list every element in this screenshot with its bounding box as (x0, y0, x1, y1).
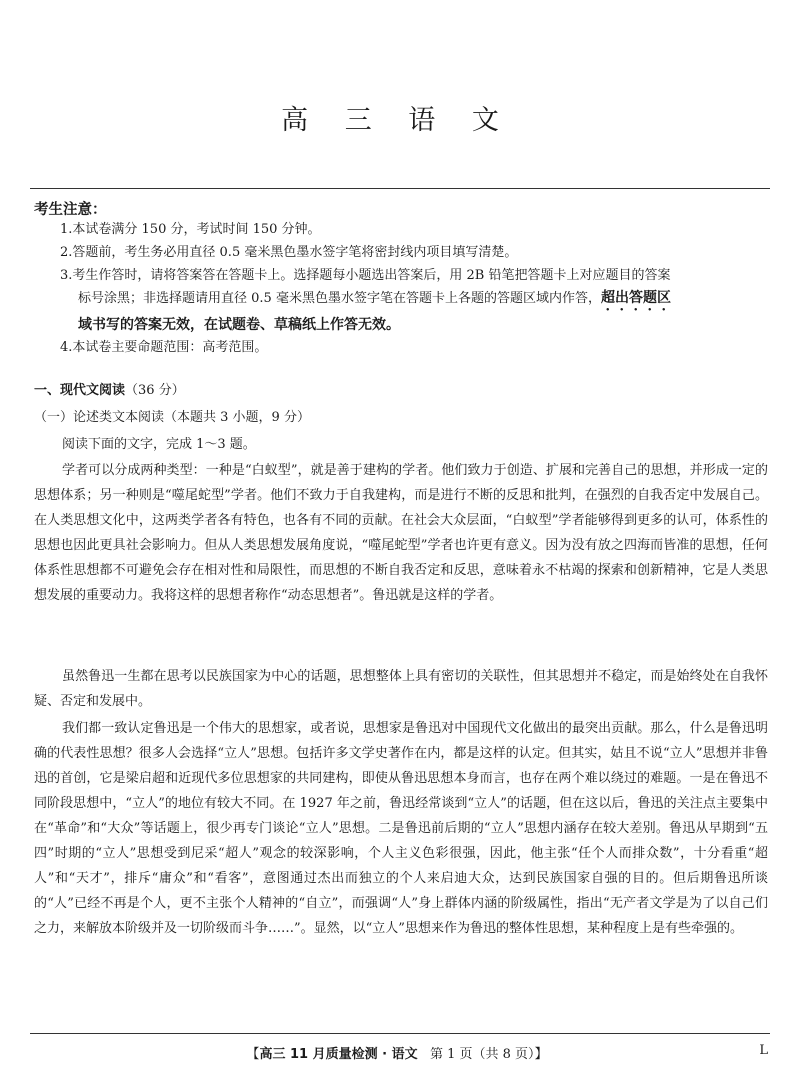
notice-item-1: 1.本试卷满分 150 分，考试时间 150 分钟。 (60, 222, 321, 237)
passage-paragraph-1: 学者可以分成两种类型：一种是“白蚁型”，就是善于建构的学者。他们致力于创造、扩展和完善自己的思想，并形成一定的思想体系；另一种则是“噬尾蛇型”学者。他们不致力于自我建构，而是进行不断的反思和批判，在强烈的自我否定中发展自己。在人类思想文化中，这两类学者各有特色，也各有不同的贡献。在社会大众层面，“白蚁型”学者能够得到更多的认可，体系性的思想也因此更具社会影响力。但从人类思想发展角度说，“噬尾蛇型”学者也许更有意义。因为没有放之四海而皆准的思想，任何体系性思想都不可避免会存在相对性和局限性，而思想的不断自我否定和反思，意味着永不枯竭的探索和创新精神，它是人类思想发展的重要动力。我将这样的思想者称作“动态思想者”。鲁迅就是这样的学者。 (34, 463, 768, 603)
page-footer (0, 1043, 794, 1062)
section-title-text: 一、现代文阅读 (34, 383, 126, 398)
page-title: 高 三 语 文 (281, 105, 513, 136)
footer-bracket-open: 【 (246, 1047, 260, 1062)
footer-corner-mark: L (759, 1043, 768, 1058)
top-divider (30, 188, 770, 189)
section-instruction: 阅读下面的文字，完成 1～3 题。 (62, 437, 256, 452)
notice-item-2: 2.答题前，考生务必用直径 0.5 毫米黑色墨水签字笔将密封线内项目填写清楚。 (60, 245, 518, 260)
section-score: （36 分） (125, 383, 185, 398)
notice-item-3-line-2 (60, 287, 770, 314)
section-subtitle: （一）论述类文本阅读（本题共 3 小题，9 分） (34, 410, 310, 425)
passage-paragraph-2: 虽然鲁迅一生都在思考以民族国家为中心的话题，思想整体上具有密切的关联性，但其思想并不稳定，而是始终处在自我怀疑、否定和发展中。 (34, 669, 768, 709)
section-title (34, 380, 185, 402)
notice-item-4: 4.本试卷主要命题范围：高考范围。 (60, 340, 268, 355)
notice-item-3-emphasis-2: 域书写的答案无效，在试题卷、草稿纸上作答无效。 (78, 317, 400, 333)
notice-item-3-line-1: 3.考生作答时，请将答案答在答题卡上。选择题每小题选出答案后，用 2B 铅笔把答题卡上对应题目的答案 (60, 268, 671, 283)
footer-bracket-close: 】 (534, 1047, 548, 1062)
footer-page-number: 第 1 页（共 8 页） (429, 1047, 535, 1062)
notice-heading: 考生注意： (34, 202, 107, 218)
footer-exam-name: 高三 11 月质量检测 · 语文 (259, 1047, 418, 1062)
notice-item-3 (60, 264, 770, 337)
passage-paragraph-3: 我们都一致认定鲁迅是一个伟大的思想家，或者说，思想家是鲁迅对中国现代文化做出的最突出贡献。那么，什么是鲁迅明确的代表性思想？很多人会选择“立人”思想。包括许多文学史著作在内，都是这样的认定。但其实，姑且不说“立人”思想并非鲁迅的首创，它是梁启超和近现代多位思想家的共同建构，即使从鲁迅思想本身而言，也存在两个难以绕过的难题。一是在鲁迅不同阶段思想中，“立人”的地位有较大不同。在 1927 年之前，鲁迅经常谈到“立人”的话题，但在这以后，鲁迅的关注点主要集中在“革命”和“大众”等话题上，很少再专门谈论“立人”思想。二是鲁迅前后期的“立人”思想内涵存在较大差别。鲁迅从早期到“五四”时期的“立人”思想受到尼采“超人”观念的较深影响，个人主义色彩很强，因此，他主张“任个人而排众数”，十分看重“超人”和“天才”，排斥“庸众”和“看客”，意图通过杰出而独立的个人来启迪大众，达到民族国家自强的目的。但后期鲁迅所谈的“人”已经不再是个人，更不主张个人精神的“自立”，而强调“人”身上群体内涵的阶级属性，指出“无产者文学是为了以自己们之力，来解放本阶级并及一切阶级而斗争……”。显然，以“立人”思想来作为鲁迅的整体性思想，某种程度上是有些牵强的。 (34, 721, 768, 936)
bottom-divider (30, 1033, 770, 1034)
notice-item-3-emphasis-1: 超出答题区 (600, 290, 671, 306)
notice-item-3-text: 标号涂黑；非选择题请用直径 0.5 毫米黑色墨水签字笔在答题卡上各题的答题区域内作答， (78, 291, 601, 306)
